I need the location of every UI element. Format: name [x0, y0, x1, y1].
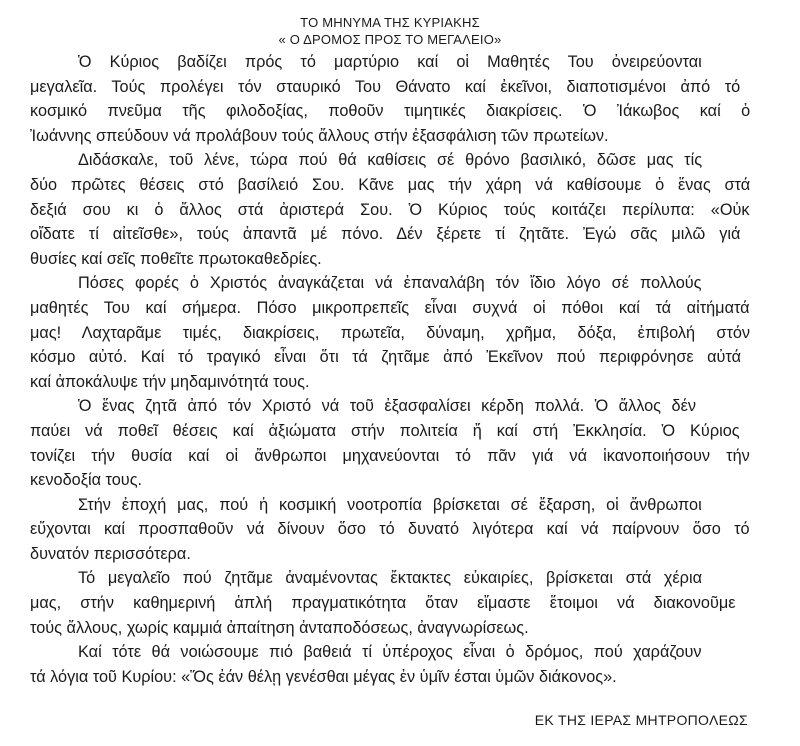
paragraph-line: Ὁ Κύριος βαδίζει πρός τό μαρτύριο καί οἱ Μαθητές Του ὀνειρεύονται [78, 53, 702, 71]
paragraph [30, 566, 750, 640]
paragraph-line: μας, στήν καθημερινή ἁπλή πραγματικότητα ὅταν εἴμαστε ἕτοιμοι νά διακονοῦμε [30, 594, 736, 613]
paragraph-line: Στήν ἐποχή μας, πού ἡ κοσμική νοοτροπία βρίσκεται σέ ἔξαρση, οἱ ἄνθρωποι [78, 495, 702, 514]
document-subtitle: « Ο ΔΡΟΜΟΣ ΠΡΟΣ ΤΟ ΜΕΓΑΛΕΙΟ» [278, 32, 502, 47]
paragraph-line: Πόσες φορές ὁ Χριστός ἀναγκάζεται νά ἐπαναλάβη τόν ἴδιο λόγο σέ πολλούς [78, 274, 702, 293]
paragraph-line: κοσμικό πνεῦμα τῆς φιλοδοξίας, ποθοῦν τιμητικές διακρίσεις. Ὁ Ἰάκωβος καί ὁ [30, 102, 751, 121]
paragraph-line: Διδάσκαλε, τοῦ λένε, τώρα πού θά καθίσεις σέ θρόνο βασιλικό, δῶσε μας τίς [78, 151, 703, 170]
paragraph [30, 640, 750, 689]
document-body [30, 50, 750, 689]
paragraph-line: δεξιά σου κι ὁ ἄλλος στά ἀριστερά Σου. Ὁ Κύριος τούς κοιτάζει περίλυπα: «Οὐκ [30, 200, 750, 219]
document-page [30, 14, 750, 689]
paragraph-line: εὔχονται καί προσπαθοῦν νά δίνουν ὅσο τό δυνατό λιγότερα καί νά παίρνουν ὅσο τό [30, 520, 750, 539]
paragraph-line: οἴδατε τί αἰτεῖσθε», τούς ἀπαντᾶ μέ πόνο. Δέν ξέρετε τί ζητᾶτε. Ἐγώ σᾶς μιλῶ γιά [30, 225, 741, 244]
paragraph-line: κόσμο αὐτό. Καί τό τραγικό εἶναι ὅτι τά ζητᾶμε ἀπό Ἐκεῖνον πού περιφρόνησε αὐτά [30, 348, 742, 367]
document-signature: ΕΚ ΤΗΣ ΙΕΡΑΣ ΜΗΤΡΟΠΟΛΕΩΣ [534, 712, 748, 728]
paragraph-line: δύο πρῶτες θέσεις στό βασίλειό Σου. Κᾶνε μας τήν χάρη νά καθίσουμε ὁ ἕνας στά [30, 175, 751, 194]
paragraph [30, 271, 750, 394]
paragraph-line: τά λόγια τοῦ Κυρίου: «Ὅς ἐάν θέλῃ γενέσθαι μέγας ἐν ὑμῖν έσται ὑμῶν διάκονος». [30, 667, 617, 686]
paragraph [30, 394, 750, 492]
paragraph-line: τονίζει τήν θυσία καί οἱ ἄνθρωποι μηχανεύονται τό πᾶν γιά νά ἱκανοποιήσουν τήν [30, 446, 750, 465]
paragraph-line: τούς ἄλλους, χωρίς καμμιά ἀπαίτηση ἀνταποδόσεως, ἀναγνωρίσεως. [30, 618, 529, 637]
document-title: ΤΟ ΜΗΝΥΜΑ ΤΗΣ ΚΥΡΙΑΚΗΣ [300, 15, 480, 30]
paragraph-line: Ἰωάννης σπεύδουν νά προλάβουν τούς ἄλλους στήν ἐξασφάλιση τῶν πρωτείων. [30, 126, 609, 145]
paragraph-line: δυνατόν περισσότερα. [30, 544, 191, 563]
paragraph [30, 148, 750, 271]
paragraph [30, 493, 750, 567]
paragraph-line: Καί τότε θά νοιώσουμε πιό βαθειά τί ὑπέροχος εἶναι ὁ δρόμος, πού χαράζουν [78, 643, 702, 662]
paragraph-line: κενοδοξία τους. [30, 471, 143, 490]
paragraph-line: μας! Λαχταρᾶμε τιμές, διακρίσεις, πρωτεῖα, δύναμη, χρῆμα, δόξα, ἐπιβολή στόν [30, 323, 751, 342]
paragraph-line: Τό μεγαλεῖο πού ζητᾶμε ἀναμένοντας ἔκτακτες εὐκαιρίες, βρίσκεται στά χέρια [78, 569, 702, 588]
paragraph-line: καί ἀποκάλυψε τήν μηδαμινότητά τους. [30, 372, 310, 391]
paragraph-line: παύει νά ποθεῖ θέσεις καί ἀξιώματα στήν πολιτεία ἤ καί στή Ἐκκλησία. Ὁ Κύριος [30, 421, 740, 440]
paragraph-line: μεγαλεῖα. Τούς προλέγει τόν σταυρικό Του Θάνατο καί ἐκεῖνοι, διαποτισμένοι ἀπό τό [30, 77, 741, 96]
paragraph [30, 50, 750, 148]
paragraph-line: θυσίες καί σεῖς ποθεῖτε πρωτοκαθεδρίες. [30, 249, 322, 268]
paragraph-line: μαθητές Του καί σήμερα. Πόσο μικροπρεπεῖς εἶναι συχνά οἱ πόθοι καί τά αἰτήματά [30, 298, 750, 317]
paragraph-line: Ὁ ἕνας ζητᾶ ἀπό τόν Χριστό νά τοῦ ἐξασφαλίσει κέρδη πολλά. Ὁ ἄλλος δέν [78, 397, 697, 416]
